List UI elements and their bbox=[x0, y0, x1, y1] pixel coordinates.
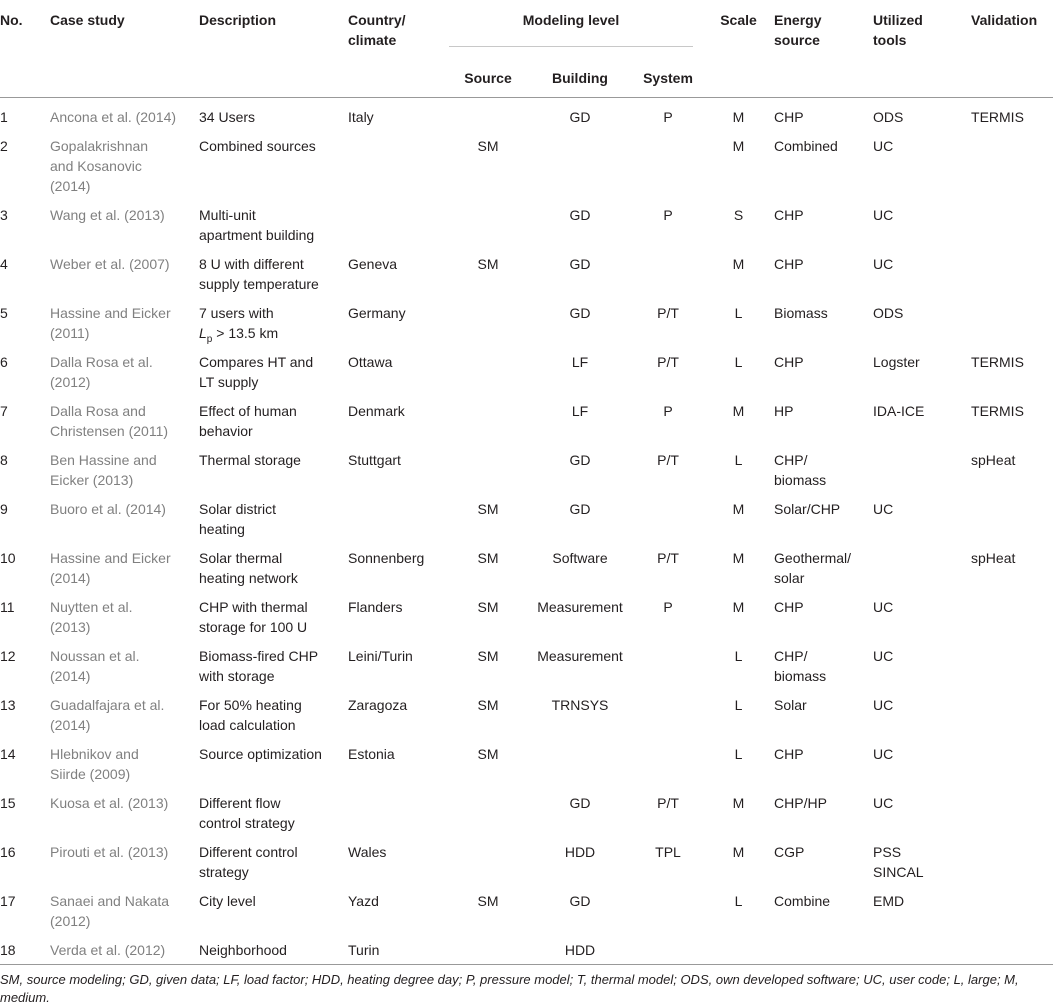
cell-energy-source: CHP bbox=[774, 746, 804, 762]
cell-energy-source: HP bbox=[774, 403, 794, 419]
cell-scale: L bbox=[734, 305, 743, 321]
cell-description: Neighborhood bbox=[199, 942, 287, 958]
cell-validation: TERMIS bbox=[971, 403, 1024, 419]
table-row bbox=[0, 196, 1053, 245]
header-no: No. bbox=[0, 0, 50, 98]
cell-case-study: Gopalakrishnan and Kosanovic (2014) bbox=[50, 138, 149, 194]
cell-scale: M bbox=[732, 795, 745, 811]
cell-energy-source: Solar/CHP bbox=[774, 501, 841, 517]
cell-scale: L bbox=[734, 648, 743, 664]
cell-tools: UC bbox=[873, 746, 894, 762]
cell-building: Measurement bbox=[537, 599, 623, 615]
cell-country bbox=[348, 784, 449, 833]
cell-energy-source: Solar bbox=[774, 697, 807, 713]
cell-no: 2 bbox=[0, 138, 8, 154]
table-row bbox=[0, 686, 1053, 735]
length-subscript: p bbox=[206, 333, 213, 345]
table-row bbox=[0, 637, 1053, 686]
cell-country: Sonnenberg bbox=[348, 550, 425, 566]
cell-case-study: Wang et al. (2013) bbox=[50, 207, 165, 223]
cell-source: SM bbox=[477, 550, 499, 566]
header-validation: Validation bbox=[971, 0, 1053, 98]
cell-energy-source: CHP/ biomass bbox=[774, 452, 827, 488]
cell-description: Combined sources bbox=[199, 138, 316, 154]
cell-building: GD bbox=[569, 256, 591, 272]
cell-case-study: Nuytten et al. (2013) bbox=[50, 599, 133, 635]
cell-validation bbox=[971, 784, 1053, 833]
cell-validation bbox=[971, 490, 1053, 539]
table-row bbox=[0, 98, 1053, 128]
cell-case-study: Pirouti et al. (2013) bbox=[50, 844, 169, 860]
cell-building: Software bbox=[552, 550, 608, 566]
cell-building: GD bbox=[569, 305, 591, 321]
cell-case-study: Weber et al. (2007) bbox=[50, 256, 170, 272]
cell-validation bbox=[971, 637, 1053, 686]
cell-description: Thermal storage bbox=[199, 452, 301, 468]
table-row bbox=[0, 882, 1053, 931]
cell-tools: UC bbox=[873, 599, 894, 615]
cell-tools: UC bbox=[873, 697, 894, 713]
cell-validation: spHeat bbox=[971, 550, 1016, 566]
cell-validation bbox=[971, 735, 1053, 784]
cell-system bbox=[633, 490, 703, 539]
cell-building: LF bbox=[571, 403, 589, 419]
cell-tools: UC bbox=[873, 501, 894, 517]
length-symbol: L bbox=[199, 325, 207, 341]
cell-system: P/T bbox=[657, 354, 679, 370]
header-country: Country/ climate bbox=[348, 0, 449, 98]
cell-scale: L bbox=[734, 354, 743, 370]
cell-country: Denmark bbox=[348, 403, 405, 419]
cell-country: Flanders bbox=[348, 599, 403, 615]
cell-description: Biomass-fired CHP with storage bbox=[199, 648, 319, 684]
cell-scale: L bbox=[734, 697, 743, 713]
cell-system: P bbox=[663, 207, 673, 223]
header-tools: Utilized tools bbox=[873, 0, 971, 98]
modeling-level-label: Modeling level bbox=[449, 10, 693, 47]
cell-no: 9 bbox=[0, 501, 8, 517]
table-row bbox=[0, 245, 1053, 294]
cell-country: Zaragoza bbox=[348, 697, 408, 713]
header-building: Building bbox=[527, 58, 633, 98]
cell-tools: UC bbox=[873, 207, 894, 223]
cell-source: SM bbox=[477, 138, 499, 154]
cell-tools: Logster bbox=[873, 354, 920, 370]
cell-case-study: Sanaei and Nakata (2012) bbox=[50, 893, 170, 929]
cell-scale: M bbox=[732, 599, 745, 615]
cell-source bbox=[449, 196, 527, 245]
cell-scale: S bbox=[733, 207, 744, 223]
cell-tools: UC bbox=[873, 256, 894, 272]
cell-energy-source: CGP bbox=[774, 844, 805, 860]
cell-case-study: Noussan et al. (2014) bbox=[50, 648, 140, 684]
cell-source: SM bbox=[477, 893, 499, 909]
cell-validation bbox=[971, 686, 1053, 735]
cell-source: SM bbox=[477, 599, 499, 615]
cell-system bbox=[633, 735, 703, 784]
header-case-study: Case study bbox=[50, 0, 199, 98]
cell-system: P/T bbox=[657, 795, 679, 811]
cell-tools bbox=[873, 441, 971, 490]
cell-case-study: Kuosa et al. (2013) bbox=[50, 795, 169, 811]
cell-tools: EMD bbox=[873, 893, 905, 909]
cell-system: TPL bbox=[655, 844, 681, 860]
cell-no: 8 bbox=[0, 452, 8, 468]
cell-country: Leini/Turin bbox=[348, 648, 413, 664]
table-row bbox=[0, 343, 1053, 392]
cell-country: Germany bbox=[348, 305, 406, 321]
table-row bbox=[0, 490, 1053, 539]
cell-source bbox=[449, 392, 527, 441]
cell-no: 1 bbox=[0, 109, 8, 125]
cell-description: Different control strategy bbox=[199, 844, 298, 880]
cell-validation bbox=[971, 196, 1053, 245]
header-system: System bbox=[633, 58, 703, 98]
cell-source bbox=[449, 294, 527, 343]
cell-country bbox=[348, 127, 449, 196]
cell-system bbox=[633, 686, 703, 735]
cell-case-study: Verda et al. (2012) bbox=[50, 942, 166, 958]
cell-no: 5 bbox=[0, 305, 8, 321]
cell-source bbox=[449, 343, 527, 392]
cell-energy-source: CHP/ biomass bbox=[774, 648, 827, 684]
cell-validation bbox=[971, 127, 1053, 196]
cell-scale: M bbox=[732, 844, 745, 860]
cell-no: 3 bbox=[0, 207, 8, 223]
cell-building bbox=[527, 127, 633, 196]
description-text: 7 users with bbox=[199, 305, 274, 321]
cell-no: 11 bbox=[0, 599, 15, 615]
table-row bbox=[0, 539, 1053, 588]
cell-scale: M bbox=[732, 138, 745, 154]
cell-system bbox=[633, 245, 703, 294]
cell-scale: M bbox=[732, 256, 745, 272]
cell-no: 17 bbox=[0, 893, 16, 909]
cell-case-study: Hassine and Eicker (2011) bbox=[50, 305, 171, 341]
cell-energy-source: CHP/HP bbox=[774, 795, 827, 811]
cell-building: LF bbox=[571, 354, 589, 370]
cell-country: Ottawa bbox=[348, 354, 393, 370]
table-row bbox=[0, 127, 1053, 196]
cell-system: P bbox=[663, 403, 673, 419]
table-row bbox=[0, 784, 1053, 833]
length-value: > 13.5 km bbox=[212, 325, 279, 341]
cell-energy-source: CHP bbox=[774, 256, 804, 272]
cell-source: SM bbox=[477, 501, 499, 517]
cell-description: Source optimization bbox=[199, 746, 322, 762]
header-modeling-level bbox=[449, 0, 703, 58]
table-body bbox=[0, 98, 1053, 981]
cell-scale: L bbox=[734, 452, 743, 468]
cell-case-study: Dalla Rosa et al. (2012) bbox=[50, 354, 153, 390]
cell-validation bbox=[971, 833, 1053, 882]
cell-building: GD bbox=[569, 109, 591, 125]
cell-no: 18 bbox=[0, 942, 16, 958]
header-source: Source bbox=[449, 58, 527, 98]
cell-source: SM bbox=[477, 697, 499, 713]
cell-system: P/T bbox=[657, 305, 679, 321]
cell-country: Geneva bbox=[348, 256, 398, 272]
cell-scale: M bbox=[732, 403, 745, 419]
cell-source: SM bbox=[477, 746, 499, 762]
cell-country: Estonia bbox=[348, 746, 395, 762]
cell-building: GD bbox=[569, 207, 591, 223]
cell-validation: spHeat bbox=[971, 452, 1016, 468]
cell-country: Turin bbox=[348, 942, 380, 958]
table-row bbox=[0, 833, 1053, 882]
cell-energy-source: Combined bbox=[774, 138, 838, 154]
cell-validation bbox=[971, 294, 1053, 343]
cell-no: 7 bbox=[0, 403, 8, 419]
header-scale: Scale bbox=[703, 0, 774, 98]
cell-energy-source: CHP bbox=[774, 599, 804, 615]
cell-country: Wales bbox=[348, 844, 387, 860]
cell-scale: M bbox=[732, 550, 745, 566]
cell-country: Yazd bbox=[348, 893, 379, 909]
cell-no: 10 bbox=[0, 550, 16, 566]
cell-country: Italy bbox=[348, 109, 374, 125]
cell-description: Multi-unit apartment building bbox=[199, 207, 315, 243]
cell-description: Solar thermal heating network bbox=[199, 550, 298, 586]
cell-tools bbox=[873, 539, 971, 588]
cell-building: GD bbox=[569, 452, 591, 468]
cell-description: Different flow control strategy bbox=[199, 795, 295, 831]
cell-system: P bbox=[663, 109, 673, 125]
cell-tools: ODS bbox=[873, 109, 904, 125]
cell-case-study: Dalla Rosa and Christensen (2011) bbox=[50, 403, 169, 439]
cell-building: GD bbox=[569, 501, 591, 517]
table-footnote: SM, source modeling; GD, given data; LF, load factor; HDD, heating degree day; P, pressure model; T, thermal model; ODS, own developed software; UC, user code; L, large; M, medium. bbox=[0, 964, 1053, 1007]
cell-description bbox=[199, 294, 348, 343]
cell-system bbox=[633, 882, 703, 931]
header-energy-source: Energy source bbox=[774, 0, 873, 98]
cell-no: 12 bbox=[0, 648, 16, 664]
cell-country: Stuttgart bbox=[348, 452, 401, 468]
cell-case-study: Hassine and Eicker (2014) bbox=[50, 550, 171, 586]
cell-scale: M bbox=[732, 109, 745, 125]
cell-description: CHP with thermal storage for 100 U bbox=[199, 599, 308, 635]
cell-system bbox=[633, 637, 703, 686]
cell-description: City level bbox=[199, 893, 256, 909]
cell-scale: M bbox=[732, 501, 745, 517]
table-row bbox=[0, 294, 1053, 343]
cell-validation bbox=[971, 245, 1053, 294]
cell-building: GD bbox=[569, 893, 591, 909]
cell-building: TRNSYS bbox=[551, 697, 609, 713]
cell-building: HDD bbox=[564, 942, 596, 958]
cell-tools: IDA-ICE bbox=[873, 403, 925, 419]
cell-country bbox=[348, 490, 449, 539]
cell-no: 15 bbox=[0, 795, 16, 811]
cell-tools: ODS bbox=[873, 305, 904, 321]
cell-source: SM bbox=[477, 648, 499, 664]
cell-description: 34 Users bbox=[199, 109, 256, 125]
cell-tools: PSS SINCAL bbox=[873, 844, 924, 880]
cell-energy-source: CHP bbox=[774, 109, 804, 125]
cell-no: 4 bbox=[0, 256, 8, 272]
cell-source bbox=[449, 784, 527, 833]
cell-no: 13 bbox=[0, 697, 16, 713]
cell-no: 16 bbox=[0, 844, 16, 860]
cell-source bbox=[449, 98, 527, 128]
cell-building bbox=[527, 735, 633, 784]
cell-no: 6 bbox=[0, 354, 8, 370]
cell-source: SM bbox=[477, 256, 499, 272]
cell-building: GD bbox=[569, 795, 591, 811]
cell-energy-source: Combine bbox=[774, 893, 831, 909]
cell-system: P/T bbox=[657, 550, 679, 566]
cell-description: For 50% heating load calculation bbox=[199, 697, 302, 733]
cell-case-study: Hlebnikov and Siirde (2009) bbox=[50, 746, 139, 782]
cell-validation bbox=[971, 882, 1053, 931]
cell-tools: UC bbox=[873, 648, 894, 664]
cell-building: Measurement bbox=[537, 648, 623, 664]
cell-energy-source: CHP bbox=[774, 207, 804, 223]
cell-case-study: Ben Hassine and Eicker (2013) bbox=[50, 452, 157, 488]
cell-description: 8 U with different supply temperature bbox=[199, 256, 319, 292]
cell-energy-source: Geothermal/ solar bbox=[774, 550, 852, 586]
cell-case-study: Guadalfajara et al. (2014) bbox=[50, 697, 165, 733]
cell-system: P/T bbox=[657, 452, 679, 468]
cell-source bbox=[449, 833, 527, 882]
cell-validation: TERMIS bbox=[971, 354, 1024, 370]
table-row bbox=[0, 735, 1053, 784]
cell-description: Effect of human behavior bbox=[199, 403, 297, 439]
cell-validation: TERMIS bbox=[971, 109, 1024, 125]
header-description: Description bbox=[199, 0, 348, 98]
cell-building: HDD bbox=[564, 844, 596, 860]
cell-system: P bbox=[663, 599, 673, 615]
table-row bbox=[0, 588, 1053, 637]
cell-energy-source: CHP bbox=[774, 354, 804, 370]
cell-energy-source: Biomass bbox=[774, 305, 828, 321]
cell-tools: UC bbox=[873, 795, 894, 811]
cell-system bbox=[633, 127, 703, 196]
cell-description: Compares HT and LT supply bbox=[199, 354, 314, 390]
cell-scale: L bbox=[734, 893, 743, 909]
cell-description: Solar district heating bbox=[199, 501, 277, 537]
cell-case-study: Buoro et al. (2014) bbox=[50, 501, 166, 517]
table-row bbox=[0, 392, 1053, 441]
table-row bbox=[0, 441, 1053, 490]
cell-scale: L bbox=[734, 746, 743, 762]
cell-tools: UC bbox=[873, 138, 894, 154]
cell-source bbox=[449, 441, 527, 490]
cell-case-study: Ancona et al. (2014) bbox=[50, 109, 177, 125]
cell-validation bbox=[971, 588, 1053, 637]
cell-country bbox=[348, 196, 449, 245]
cell-no: 14 bbox=[0, 746, 16, 762]
